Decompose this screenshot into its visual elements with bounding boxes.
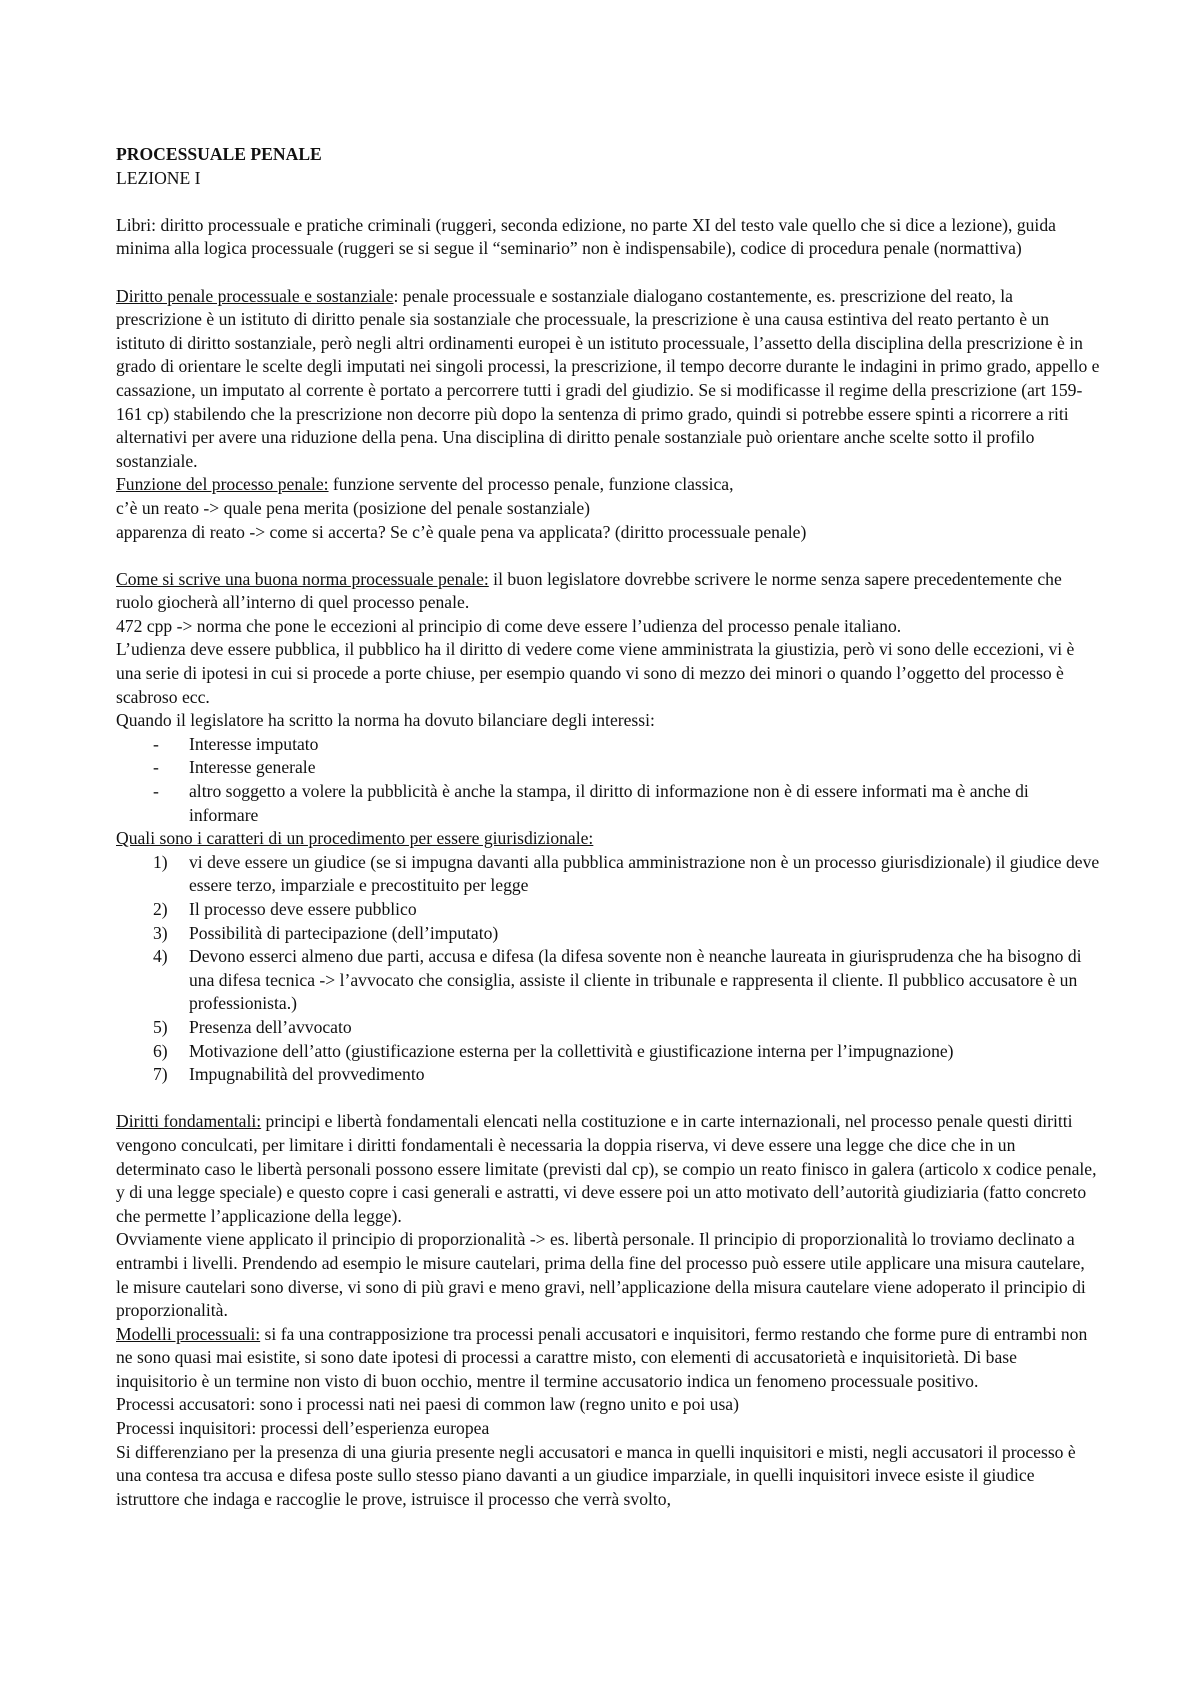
list-number: 6)	[153, 1040, 168, 1061]
section-heading: Diritto penale processuale e sostanziale	[116, 285, 394, 306]
list-text: Devono esserci almeno due parti, accusa e difesa (la difesa sovente non è neanche laureata in giurisprudenza che ha bisogno di una difesa tecnica -> l’avvocato che consiglia, assiste il cliente in tribunale e rappresenta il cliente. Il pubblico accusatore è un professionista.)	[189, 946, 1082, 1014]
section-norma	[116, 568, 1100, 615]
section-prescrizione	[116, 285, 1100, 474]
spacer	[116, 261, 1100, 285]
list-text: vi deve essere un giudice (se si impugna davanti alla pubblica amministrazione non è un processo giurisdizionale) il giudice deve essere terzo, imparziale e precostituito per legge	[189, 851, 1100, 896]
document-page	[116, 143, 1100, 1511]
lesson-subtitle: LEZIONE I	[116, 167, 201, 188]
spacer	[116, 1087, 1100, 1111]
paragraph-line: Ovviamente viene applicato il principio di proporzionalità -> es. libertà personale. Il principio di proporzionalità lo troviamo declinato a entrambi i livelli. Prendendo ad esempio le misure cautelari, prima della fine del processo può essere utile applicare una misura cautelare, le misure cautelari sono diverse, vi sono di più gravi e meno gravi, nell’applicazione della misura cautelare viene adoperato il principio di proporzionalità.	[116, 1229, 1086, 1321]
list-item	[116, 922, 1100, 946]
characters-list	[116, 851, 1100, 1087]
list-item: - Interesse generale	[116, 756, 1100, 780]
list-text: Il processo deve essere pubblico	[189, 899, 417, 919]
section-text: : penale processuale e sostanziale dialogano costantemente, es. prescrizione del reato, la prescrizione è un istituto di diritto penale sia sostanziale che processuale, la prescrizione è una causa estintiva del reato pertanto è un istituto di diritto sostanziale, però negli altri ordinamenti europei è un istituto processuale, l’assetto della disciplina della prescrizione è in grado di orientare le scelte degli imputati nei singoli processi, la prescrizione, il tempo decorre durante le indagini in primo grado, appello e cassazione, un imputato al corrente è portato a percorrere tutti i gradi del giudizio. Se si modificasse il regime della prescrizione (art 159-161 cp) stabilendo che la prescrizione non decorre più dopo la sentenza di primo grado, quindi si potrebbe essere spinti a ricorrere a riti alternativi per avere una riduzione della pena. Una disciplina di diritto penale sostanziale può orientare anche scelte sotto il profilo sostanziale.	[116, 285, 1100, 471]
section-modelli	[116, 1323, 1100, 1394]
list-item	[116, 945, 1100, 1016]
spacer	[116, 544, 1100, 568]
paragraph-line: Processi inquisitori: processi dell’esperienza europea	[116, 1418, 490, 1439]
list-number: 4)	[153, 946, 168, 967]
list-item: - altro soggetto a volere la pubblicità è anche la stampa, il diritto di informazione non è di essere informati ma è anche di informare	[116, 780, 1100, 827]
paragraph-line: 472 cpp -> norma che pone le eccezioni al principio di come deve essere l’udienza del processo penale italiano.	[116, 615, 902, 636]
interests-list	[116, 733, 1100, 827]
section-text: si fa una contrapposizione tra processi penali accusatori e inquisitori, fermo restando che forme pure di entrambi non ne sono quasi mai esistite, si sono date ipotesi di processi a carattre misto, con elementi di accusatorietà e inquisitorietà. Di base inquisitorio è un termine non visto di buon occhio, mentre il termine accusatorio indica un fenomeno processuale positivo.	[116, 1323, 1088, 1391]
paragraph-line: Quando il legislatore ha scritto la norma ha dovuto bilanciare degli interessi:	[116, 710, 655, 731]
list-item	[116, 1063, 1100, 1087]
intro-paragraph: Libri: diritto processuale e pratiche criminali (ruggeri, seconda edizione, no parte XI del testo vale quello che si dice a lezione), guida minima alla logica processuale (ruggeri se si segue il “seminario” non è indispensabile), codice di procedura penale (normattiva)	[116, 214, 1056, 259]
list-number: 3)	[153, 922, 168, 943]
list-text: Motivazione dell’atto (giustificazione esterna per la collettività e giustificazione interna per l’impugnazione)	[189, 1040, 954, 1061]
list-item	[116, 1016, 1100, 1040]
list-text: Presenza dell’avvocato	[189, 1016, 352, 1037]
list-number: 2)	[153, 899, 168, 919]
list-item	[116, 898, 1100, 922]
section-heading: Come si scrive una buona norma processuale penale:	[116, 568, 489, 589]
paragraph-line: Processi accusatori: sono i processi nati nei paesi di common law (regno unito e poi usa)	[116, 1394, 739, 1415]
document-title: PROCESSUALE PENALE	[116, 144, 322, 164]
section-text: principi e libertà fondamentali elencati nella costituzione e in carte internazionali, nel processo penale questi diritti vengono conculcati, per limitare i diritti fondamentali è necessaria la doppia riserva, vi deve essere una legge che dice che in un determinato caso le libertà personali possono essere limitate (previsti dal cp), se compio un reato finisco in galera (articolo x codice penale, y di una legge speciale) e questo copre i casi generali e astratti, vi deve essere poi un atto motivato dell’autorità giudiziaria (fatto concreto che permette l’applicazione della legge).	[116, 1111, 1097, 1226]
section-heading: Funzione del processo penale:	[116, 474, 329, 495]
section-heading: Diritti fondamentali:	[116, 1111, 262, 1132]
paragraph-line: c’è un reato -> quale pena merita (posizione del penale sostanziale)	[116, 497, 590, 518]
section-text: il buon legislatore dovrebbe scrivere le norme senza sapere precedentemente che ruolo giocherà all’interno di quel processo penale.	[116, 568, 1062, 613]
list-item: - Interesse imputato	[116, 733, 1100, 757]
list-number: 7)	[153, 1064, 168, 1085]
section-heading-caratteri: Quali sono i caratteri di un procedimento per essere giurisdizionale:	[116, 828, 594, 849]
section-heading: Modelli processuali:	[116, 1323, 261, 1344]
section-diritti	[116, 1110, 1100, 1228]
list-text: Possibilità di partecipazione (dell’imputato)	[189, 922, 499, 943]
list-item	[116, 851, 1100, 898]
section-funzione	[116, 473, 1100, 497]
list-number: 5)	[153, 1016, 168, 1037]
list-text: Impugnabilità del provvedimento	[189, 1064, 425, 1085]
paragraph-line: apparenza di reato -> come si accerta? Se c’è quale pena va applicata? (diritto processuale penale)	[116, 521, 807, 542]
paragraph-line: Si differenziano per la presenza di una giuria presente negli accusatori e manca in quelli inquisitori e misti, negli accusatori il processo è una contesa tra accusa e difesa poste sullo stesso piano davanti a un giudice imparziale, in quelli inquisitori invece esiste il giudice istruttore che indaga e raccoglie le prove, istruisce il processo che verrà svolto,	[116, 1441, 1076, 1509]
spacer	[116, 190, 1100, 214]
paragraph-line: L’udienza deve essere pubblica, il pubblico ha il diritto di vedere come viene amministrata la giustizia, però vi sono delle eccezioni, vi è una serie di ipotesi in cui si procede a porte chiuse, per esempio quando vi sono di mezzo dei minori o quando l’oggetto del processo è scabroso ecc.	[116, 639, 1075, 707]
section-text: funzione servente del processo penale, funzione classica,	[328, 474, 734, 495]
list-item	[116, 1040, 1100, 1064]
list-number: 1)	[153, 851, 168, 872]
